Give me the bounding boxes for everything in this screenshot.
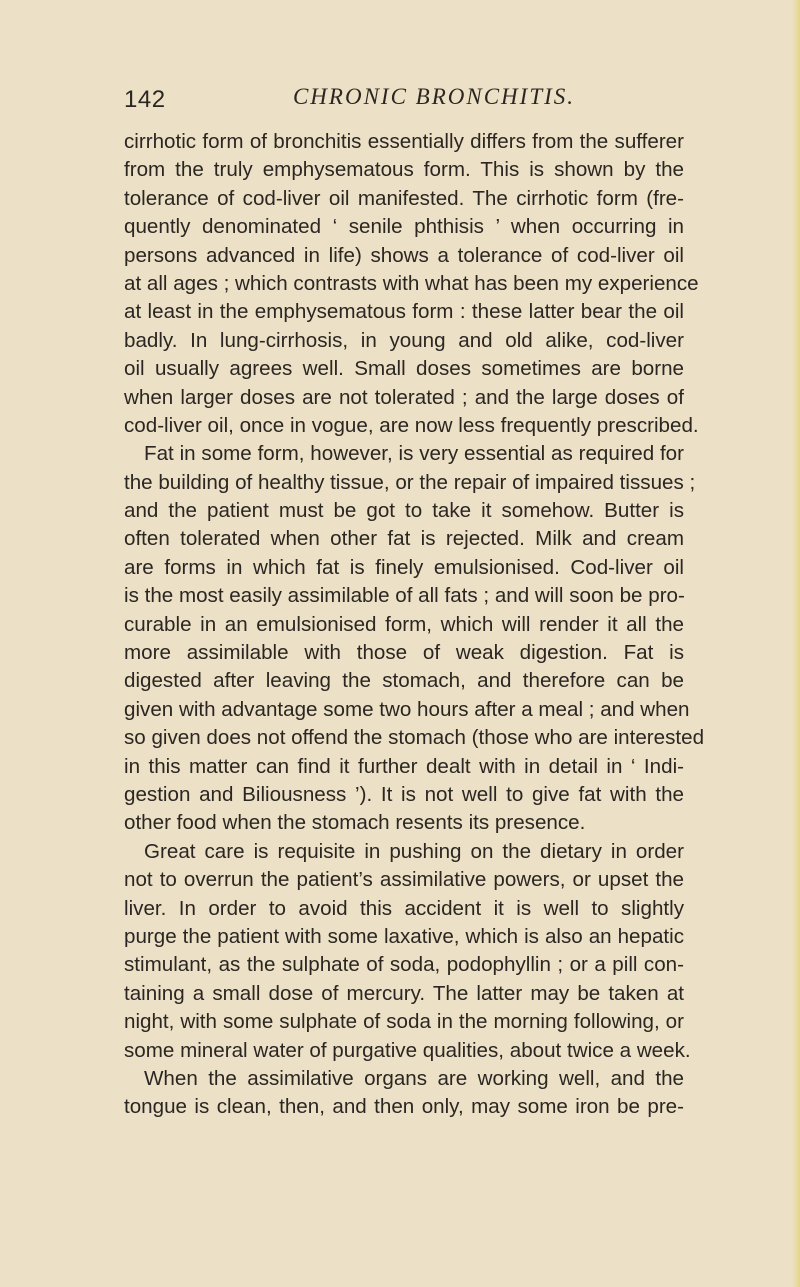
text-line: is the most easily assimilable of all fats ; and will soon be pro- — [124, 584, 685, 608]
text-line: at least in the emphysematous form : these latter bear the oil — [124, 300, 684, 324]
body-text — [124, 128, 705, 1122]
page-edge — [792, 0, 800, 1287]
text-line: badly. In lung-cirrhosis, in young and old alike, cod-liver — [124, 328, 684, 352]
text-line: from the truly emphysematous form. This is shown by the — [124, 158, 684, 182]
text-line: not to overrun the patient’s assimilative powers, or upset the — [124, 868, 684, 892]
text-line: taining a small dose of mercury. The latter may be taken at — [124, 981, 684, 1005]
text-line: and the patient must be got to take it somehow. Butter is — [124, 499, 684, 523]
text-line: quently denominated ‘ senile phthisis ’ when occurring in — [124, 215, 684, 239]
text-line: cirrhotic form of bronchitis essentially differs from the sufferer — [124, 130, 684, 153]
text-line: given with advantage some two hours after a meal ; and when — [124, 697, 690, 721]
text-line: other food when the stomach resents its presence. — [124, 811, 586, 835]
text-line: are forms in which fat is finely emulsionised. Cod-liver oil — [124, 555, 684, 579]
text-line: When the assimilative organs are working well, and the — [144, 1066, 684, 1090]
text-line: tongue is clean, then, and then only, may some iron be pre- — [124, 1095, 684, 1119]
text-line: curable in an emulsionised form, which will render it all the — [124, 612, 684, 636]
text-line: digested after leaving the stomach, and therefore can be — [124, 669, 684, 693]
text-line: tolerance of cod-liver oil manifested. The cirrhotic form (fre- — [124, 186, 684, 210]
text-line: oil usually agrees well. Small doses sometimes are borne — [124, 357, 684, 381]
text-line: often tolerated when other fat is rejected. Milk and cream — [124, 527, 684, 551]
text-line: Fat in some form, however, is very essential as required for — [144, 442, 684, 466]
text-line: persons advanced in life) shows a tolerance of cod-liver oil — [124, 243, 684, 267]
text-line: when larger doses are not tolerated ; and the large doses of — [124, 385, 684, 409]
text-line: cod-liver oil, once in vogue, are now less frequently prescribed. — [124, 413, 699, 437]
text-line: in this matter can find it further dealt with in detail in ‘ Indi- — [124, 754, 684, 778]
text-line: liver. In order to avoid this accident it is well to slightly — [124, 896, 684, 920]
running-title: CHRONIC BRONCHITIS. — [292, 84, 576, 109]
text-line: some mineral water of purgative qualities, about twice a week. — [124, 1038, 691, 1062]
text-line: stimulant, as the sulphate of soda, podophyllin ; or a pill con- — [124, 953, 684, 977]
text-line: more assimilable with those of weak digestion. Fat is — [124, 641, 684, 665]
page-header — [124, 80, 684, 116]
text-line: gestion and Biliousness ’). It is not well to give fat with the — [124, 782, 684, 806]
text-line: the building of healthy tissue, or the repair of impaired tissues ; — [124, 470, 696, 494]
text-line: at all ages ; which contrasts with what has been my experience — [124, 271, 699, 295]
text-line: Great care is requisite in pushing on the dietary in order — [144, 839, 684, 863]
text-line: night, with some sulphate of soda in the morning following, or — [124, 1010, 684, 1034]
text-line: so given does not offend the stomach (those who are interested — [124, 726, 705, 750]
text-line: purge the patient with some laxative, which is also an hepatic — [124, 924, 684, 948]
page-number: 142 — [124, 86, 166, 113]
